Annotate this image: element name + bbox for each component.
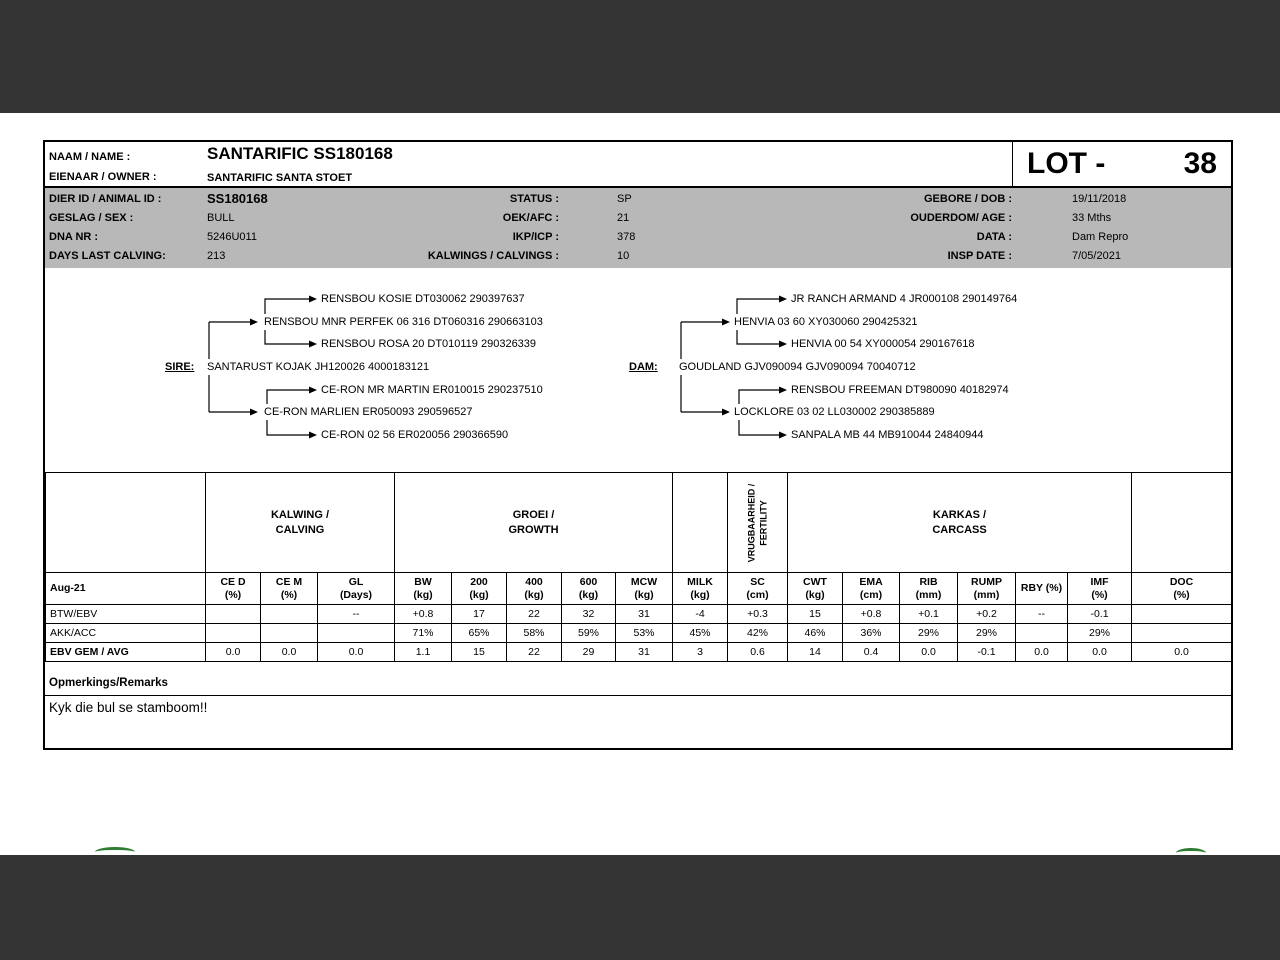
owner-name: SANTARIFIC SANTA STOET — [207, 172, 353, 184]
icp-value: 378 — [617, 231, 636, 243]
value-cell — [206, 605, 261, 624]
value-cell: 15 — [452, 643, 507, 662]
value-cell: -0.1 — [1068, 605, 1132, 624]
value-cell: 0.0 — [261, 643, 318, 662]
value-cell — [1016, 624, 1068, 643]
afc-value: 21 — [617, 212, 630, 224]
value-cell: +0.2 — [958, 605, 1016, 624]
value-cell: 45% — [673, 624, 728, 643]
value-cell — [261, 624, 318, 643]
value-cell — [1132, 624, 1232, 643]
age-label: OUDERDOM/ AGE : — [910, 212, 1012, 224]
value-cell: -- — [318, 605, 395, 624]
value-cell: 53% — [616, 624, 673, 643]
value-cell: 29% — [1068, 624, 1132, 643]
ebv-table — [45, 472, 1232, 662]
column-group-header: VRUGBAARHEID / FERTILITY — [728, 473, 788, 573]
column-header: MILK (kg) — [673, 573, 728, 605]
pedigree-section — [45, 268, 1231, 472]
value-cell: +0.8 — [395, 605, 452, 624]
info-row — [45, 190, 1231, 209]
age-value: 33 Mths — [1072, 212, 1112, 224]
value-cell: 29% — [900, 624, 958, 643]
value-cell: 29 — [562, 643, 616, 662]
column-header: BW (kg) — [395, 573, 452, 605]
sex-label: GESLAG / SEX : — [49, 212, 134, 224]
page-header — [45, 142, 1231, 188]
dna-label: DNA NR : — [49, 231, 99, 243]
value-cell: 59% — [562, 624, 616, 643]
owner-label: EIENAAR / OWNER : — [49, 171, 157, 183]
column-group-header: GROEI / GROWTH — [395, 473, 673, 573]
value-cell: 0.0 — [318, 643, 395, 662]
insp-date-label: INSP DATE : — [947, 250, 1012, 262]
dna-value: 5246U011 — [207, 231, 257, 243]
info-row — [45, 228, 1231, 247]
value-cell: -4 — [673, 605, 728, 624]
value-cell: 0.6 — [728, 643, 788, 662]
value-cell — [1132, 605, 1232, 624]
value-cell: 0.4 — [843, 643, 900, 662]
animal-name: SANTARIFIC SS180168 — [207, 144, 393, 163]
name-label: NAAM / NAME : — [49, 151, 131, 163]
column-header: CE M (%) — [261, 573, 318, 605]
info-row — [45, 247, 1231, 266]
pedigree-sire-sire: RENSBOU MNR PERFEK 06 316 DT060316 290663103 — [264, 316, 543, 328]
logo-fragment-left — [95, 847, 135, 857]
value-cell: 3 — [673, 643, 728, 662]
pedigree-sire: SANTARUST KOJAK JH120026 4000183121 — [207, 361, 430, 373]
table-row — [46, 643, 1232, 662]
logo-fragment-right — [1176, 848, 1206, 858]
dob-label: GEBORE / DOB : — [923, 193, 1012, 205]
animal-info-band — [45, 188, 1231, 268]
days-last-calving-label: DAYS LAST CALVING: — [49, 250, 166, 262]
column-group-header: KALWING / CALVING — [206, 473, 395, 573]
remarks-text: Kyk die bul se stamboom!! — [49, 700, 208, 715]
sire-label: SIRE: — [165, 361, 195, 373]
value-cell: 0.0 — [1068, 643, 1132, 662]
value-cell: 14 — [788, 643, 843, 662]
afc-label: OEK/AFC : — [502, 212, 559, 224]
period-label: Aug-21 — [46, 573, 206, 605]
value-cell: -- — [1016, 605, 1068, 624]
value-cell: 0.0 — [206, 643, 261, 662]
column-group-header — [1132, 473, 1232, 573]
row-label: BTW/EBV — [46, 605, 206, 624]
pedigree-dam-sire-dam: HENVIA 00 54 XY000054 290167618 — [791, 338, 975, 350]
data-value: Dam Repro — [1072, 231, 1129, 243]
column-header: RUMP (mm) — [958, 573, 1016, 605]
catalog-page — [43, 140, 1233, 750]
value-cell: 36% — [843, 624, 900, 643]
column-group-header — [673, 473, 728, 573]
remarks-divider — [45, 695, 1231, 696]
table-row — [46, 605, 1232, 624]
pedigree-dam: GOUDLAND GJV090094 GJV090094 70040712 — [679, 361, 916, 373]
value-cell: 0.0 — [1132, 643, 1232, 662]
column-header: IMF (%) — [1068, 573, 1132, 605]
dob-value: 19/11/2018 — [1072, 193, 1127, 205]
value-cell: 46% — [788, 624, 843, 643]
animal-id-label: DIER ID / ANIMAL ID : — [49, 193, 162, 205]
pedigree-dam-sire-sire: JR RANCH ARMAND 4 JR000108 290149764 — [791, 293, 1018, 305]
pedigree-sire-sire-dam: RENSBOU ROSA 20 DT010119 290326339 — [321, 338, 537, 350]
value-cell: 31 — [616, 643, 673, 662]
pedigree-dam-dam: LOCKLORE 03 02 LL030002 290385889 — [734, 406, 935, 418]
table-corner-cell — [46, 473, 206, 573]
bottom-dark-bar — [0, 855, 1280, 960]
column-header: 200 (kg) — [452, 573, 507, 605]
column-header: CWT (kg) — [788, 573, 843, 605]
row-label: EBV GEM / AVG — [46, 643, 206, 662]
column-header: RBY (%) — [1016, 573, 1068, 605]
lot-box — [1012, 142, 1231, 186]
value-cell: 58% — [507, 624, 562, 643]
pedigree-sire-dam: CE-RON MARLIEN ER050093 290596527 — [264, 406, 473, 418]
value-cell: 31 — [616, 605, 673, 624]
pedigree-dam-dam-sire: RENSBOU FREEMAN DT980090 40182974 — [791, 384, 1009, 396]
column-header: CE D (%) — [206, 573, 261, 605]
days-last-calving-value: 213 — [207, 250, 226, 262]
value-cell: 0.0 — [1016, 643, 1068, 662]
lot-number: 38 — [1183, 147, 1217, 180]
icp-label: IKP/ICP : — [512, 231, 559, 243]
column-header: DOC (%) — [1132, 573, 1232, 605]
value-cell: 32 — [562, 605, 616, 624]
value-cell — [318, 624, 395, 643]
column-header: MCW (kg) — [616, 573, 673, 605]
column-header: RIB (mm) — [900, 573, 958, 605]
value-cell: 22 — [507, 643, 562, 662]
value-cell — [261, 605, 318, 624]
value-cell: 0.0 — [900, 643, 958, 662]
column-header: GL (Days) — [318, 573, 395, 605]
data-label: DATA : — [976, 231, 1012, 243]
dam-label: DAM: — [629, 361, 658, 373]
pedigree-sire-dam-dam: CE-RON 02 56 ER020056 290366590 — [321, 429, 509, 441]
value-cell: 42% — [728, 624, 788, 643]
pedigree-sire-sire-sire: RENSBOU KOSIE DT030062 290397637 — [321, 293, 525, 305]
status-value: SP — [617, 193, 632, 205]
value-cell — [206, 624, 261, 643]
insp-date-value: 7/05/2021 — [1072, 250, 1121, 262]
remarks-label: Opmerkings/Remarks — [49, 677, 168, 689]
value-cell: 1.1 — [395, 643, 452, 662]
value-cell: 71% — [395, 624, 452, 643]
lot-label: LOT - — [1027, 147, 1106, 180]
value-cell: 15 — [788, 605, 843, 624]
value-cell: 17 — [452, 605, 507, 624]
table-row — [46, 624, 1232, 643]
column-header: 400 (kg) — [507, 573, 562, 605]
column-header: EMA (cm) — [843, 573, 900, 605]
calvings-label: KALWINGS / CALVINGS : — [427, 250, 559, 262]
value-cell: +0.1 — [900, 605, 958, 624]
column-header: SC (cm) — [728, 573, 788, 605]
pedigree-dam-dam-dam: SANPALA MB 44 MB910044 24840944 — [791, 429, 984, 441]
info-row — [45, 209, 1231, 228]
animal-id-value: SS180168 — [207, 191, 268, 206]
value-cell: 65% — [452, 624, 507, 643]
column-group-header: KARKAS / CARCASS — [788, 473, 1132, 573]
top-dark-bar — [0, 0, 1280, 113]
value-cell: +0.8 — [843, 605, 900, 624]
row-label: AKK/ACC — [46, 624, 206, 643]
sex-value: BULL — [207, 212, 235, 224]
calvings-value: 10 — [617, 250, 630, 262]
value-cell: 29% — [958, 624, 1016, 643]
status-label: STATUS : — [509, 193, 559, 205]
pedigree-sire-dam-sire: CE-RON MR MARTIN ER010015 290237510 — [321, 384, 543, 396]
value-cell: -0.1 — [958, 643, 1016, 662]
pedigree-dam-sire: HENVIA 03 60 XY030060 290425321 — [734, 316, 918, 328]
value-cell: +0.3 — [728, 605, 788, 624]
value-cell: 22 — [507, 605, 562, 624]
column-header: 600 (kg) — [562, 573, 616, 605]
